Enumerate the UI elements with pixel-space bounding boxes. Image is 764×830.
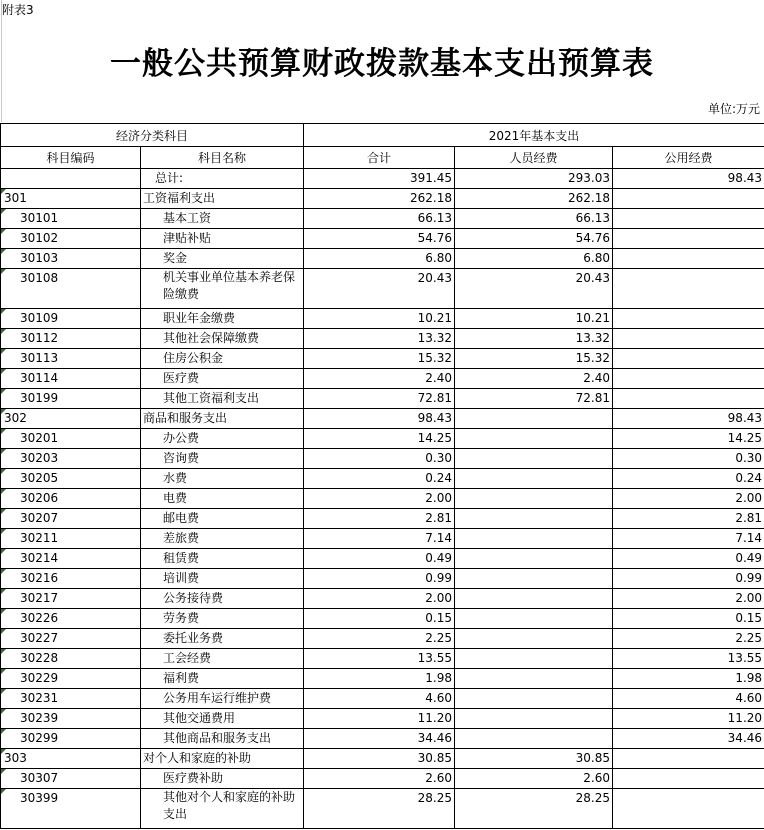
item-total: 262.18 bbox=[304, 189, 455, 209]
item-total: 2.60 bbox=[304, 769, 455, 789]
item-personnel: 10.21 bbox=[455, 309, 613, 329]
item-public bbox=[613, 749, 764, 769]
item-name: 职业年金缴费 bbox=[141, 309, 304, 329]
item-public: 7.14 bbox=[613, 529, 764, 549]
item-code: 30307 bbox=[1, 769, 141, 789]
table-row bbox=[1, 349, 764, 369]
item-public: 0.30 bbox=[613, 449, 764, 469]
table-row bbox=[1, 529, 764, 549]
item-code: 30399 bbox=[1, 789, 141, 829]
item-total: 30.85 bbox=[304, 749, 455, 769]
table-row bbox=[1, 369, 764, 389]
item-public bbox=[613, 769, 764, 789]
total-public: 98.43 bbox=[613, 169, 764, 189]
table-row bbox=[1, 449, 764, 469]
item-code: 30229 bbox=[1, 669, 141, 689]
table-row bbox=[1, 509, 764, 529]
table-row bbox=[1, 569, 764, 589]
table-row bbox=[1, 389, 764, 409]
item-personnel bbox=[455, 589, 613, 609]
header-name: 科目名称 bbox=[141, 147, 304, 169]
table-row bbox=[1, 749, 764, 769]
item-personnel bbox=[455, 429, 613, 449]
item-personnel: 2.40 bbox=[455, 369, 613, 389]
item-personnel: 2.60 bbox=[455, 769, 613, 789]
item-name: 邮电费 bbox=[141, 509, 304, 529]
item-code: 30103 bbox=[1, 249, 141, 269]
item-total: 11.20 bbox=[304, 709, 455, 729]
item-name: 电费 bbox=[141, 489, 304, 509]
item-total: 2.25 bbox=[304, 629, 455, 649]
table-row bbox=[1, 689, 764, 709]
item-total: 2.00 bbox=[304, 589, 455, 609]
item-personnel bbox=[455, 449, 613, 469]
table-row bbox=[1, 709, 764, 729]
item-public: 13.55 bbox=[613, 649, 764, 669]
header-public: 公用经费 bbox=[613, 147, 764, 169]
item-total: 54.76 bbox=[304, 229, 455, 249]
item-public: 14.25 bbox=[613, 429, 764, 449]
item-personnel bbox=[455, 649, 613, 669]
header-basic-expenditure: 2021年基本支出 bbox=[304, 124, 764, 147]
appendix-label: 附表3 bbox=[2, 3, 34, 17]
header-economic-category: 经济分类科目 bbox=[1, 124, 304, 147]
item-total: 14.25 bbox=[304, 429, 455, 449]
item-personnel bbox=[455, 409, 613, 429]
table-row bbox=[1, 209, 764, 229]
item-total: 2.81 bbox=[304, 509, 455, 529]
table-row bbox=[1, 189, 764, 209]
table-row bbox=[1, 649, 764, 669]
item-public bbox=[613, 229, 764, 249]
item-public bbox=[613, 789, 764, 829]
item-personnel: 13.32 bbox=[455, 329, 613, 349]
table-row bbox=[1, 789, 764, 829]
total-label: 总计: bbox=[141, 169, 304, 189]
total-code-cell bbox=[1, 169, 141, 189]
item-name: 公务用车运行维护费 bbox=[141, 689, 304, 709]
table-row bbox=[1, 309, 764, 329]
item-public: 0.15 bbox=[613, 609, 764, 629]
table-row bbox=[1, 429, 764, 449]
item-name: 培训费 bbox=[141, 569, 304, 589]
item-name: 咨询费 bbox=[141, 449, 304, 469]
item-total: 13.55 bbox=[304, 649, 455, 669]
item-name: 奖金 bbox=[141, 249, 304, 269]
item-personnel bbox=[455, 609, 613, 629]
item-public bbox=[613, 329, 764, 349]
item-total: 0.49 bbox=[304, 549, 455, 569]
item-code: 30112 bbox=[1, 329, 141, 349]
item-personnel bbox=[455, 729, 613, 749]
item-name: 公务接待费 bbox=[141, 589, 304, 609]
item-total: 0.15 bbox=[304, 609, 455, 629]
item-name: 水费 bbox=[141, 469, 304, 489]
item-public: 1.98 bbox=[613, 669, 764, 689]
item-name: 医疗费补助 bbox=[141, 769, 304, 789]
item-code: 30216 bbox=[1, 569, 141, 589]
item-code: 30227 bbox=[1, 629, 141, 649]
item-public: 2.25 bbox=[613, 629, 764, 649]
item-code: 301 bbox=[1, 189, 141, 209]
item-code: 30108 bbox=[1, 269, 141, 309]
total-sum: 391.45 bbox=[304, 169, 455, 189]
item-public bbox=[613, 249, 764, 269]
item-public bbox=[613, 349, 764, 369]
item-total: 66.13 bbox=[304, 209, 455, 229]
item-name: 工资福利支出 bbox=[141, 189, 304, 209]
item-name: 机关事业单位基本养老保险缴费 bbox=[141, 269, 304, 309]
item-personnel: 28.25 bbox=[455, 789, 613, 829]
item-public: 34.46 bbox=[613, 729, 764, 749]
item-name: 委托业务费 bbox=[141, 629, 304, 649]
item-personnel bbox=[455, 709, 613, 729]
item-personnel: 20.43 bbox=[455, 269, 613, 309]
item-name: 办公费 bbox=[141, 429, 304, 449]
table-row bbox=[1, 729, 764, 749]
item-public: 2.81 bbox=[613, 509, 764, 529]
item-personnel: 15.32 bbox=[455, 349, 613, 369]
item-total: 0.99 bbox=[304, 569, 455, 589]
budget-table bbox=[0, 123, 764, 829]
table-row bbox=[1, 409, 764, 429]
table-row bbox=[1, 249, 764, 269]
item-total: 0.24 bbox=[304, 469, 455, 489]
item-total: 72.81 bbox=[304, 389, 455, 409]
item-personnel bbox=[455, 489, 613, 509]
item-name: 其他对个人和家庭的补助支出 bbox=[141, 789, 304, 829]
item-code: 30113 bbox=[1, 349, 141, 369]
header-group-row bbox=[1, 124, 764, 147]
item-personnel bbox=[455, 569, 613, 589]
item-public bbox=[613, 269, 764, 309]
item-code: 30211 bbox=[1, 529, 141, 549]
table-row bbox=[1, 269, 764, 309]
item-personnel bbox=[455, 669, 613, 689]
item-code: 30217 bbox=[1, 589, 141, 609]
table-row bbox=[1, 489, 764, 509]
item-name: 住房公积金 bbox=[141, 349, 304, 369]
item-code: 30114 bbox=[1, 369, 141, 389]
item-code: 30205 bbox=[1, 469, 141, 489]
item-code: 30207 bbox=[1, 509, 141, 529]
item-code: 303 bbox=[1, 749, 141, 769]
item-personnel: 72.81 bbox=[455, 389, 613, 409]
item-total: 34.46 bbox=[304, 729, 455, 749]
item-personnel bbox=[455, 549, 613, 569]
item-code: 30214 bbox=[1, 549, 141, 569]
table-row bbox=[1, 769, 764, 789]
item-total: 2.40 bbox=[304, 369, 455, 389]
item-code: 30299 bbox=[1, 729, 141, 749]
item-total: 6.80 bbox=[304, 249, 455, 269]
item-name: 其他商品和服务支出 bbox=[141, 729, 304, 749]
item-public bbox=[613, 309, 764, 329]
item-code: 30201 bbox=[1, 429, 141, 449]
item-public: 11.20 bbox=[613, 709, 764, 729]
item-public bbox=[613, 189, 764, 209]
item-public: 0.49 bbox=[613, 549, 764, 569]
item-name: 工会经费 bbox=[141, 649, 304, 669]
item-public: 2.00 bbox=[613, 589, 764, 609]
item-total: 98.43 bbox=[304, 409, 455, 429]
item-code: 30228 bbox=[1, 649, 141, 669]
item-public: 0.99 bbox=[613, 569, 764, 589]
item-total: 4.60 bbox=[304, 689, 455, 709]
item-name: 基本工资 bbox=[141, 209, 304, 229]
item-code: 30102 bbox=[1, 229, 141, 249]
item-public: 2.00 bbox=[613, 489, 764, 509]
item-total: 7.14 bbox=[304, 529, 455, 549]
item-personnel: 6.80 bbox=[455, 249, 613, 269]
item-public bbox=[613, 369, 764, 389]
item-total: 10.21 bbox=[304, 309, 455, 329]
item-public: 0.24 bbox=[613, 469, 764, 489]
total-row bbox=[1, 169, 764, 189]
item-code: 30199 bbox=[1, 389, 141, 409]
item-name: 其他社会保障缴费 bbox=[141, 329, 304, 349]
item-total: 13.32 bbox=[304, 329, 455, 349]
item-personnel: 30.85 bbox=[455, 749, 613, 769]
item-code: 30239 bbox=[1, 709, 141, 729]
item-name: 津贴补贴 bbox=[141, 229, 304, 249]
item-code: 30231 bbox=[1, 689, 141, 709]
table-row bbox=[1, 229, 764, 249]
item-public: 98.43 bbox=[613, 409, 764, 429]
item-total: 2.00 bbox=[304, 489, 455, 509]
item-personnel bbox=[455, 529, 613, 549]
table-row bbox=[1, 469, 764, 489]
item-code: 30101 bbox=[1, 209, 141, 229]
item-personnel: 54.76 bbox=[455, 229, 613, 249]
item-total: 1.98 bbox=[304, 669, 455, 689]
table-row bbox=[1, 629, 764, 649]
item-personnel: 262.18 bbox=[455, 189, 613, 209]
table-row bbox=[1, 609, 764, 629]
page-title: 一般公共预算财政拨款基本支出预算表 bbox=[110, 46, 654, 82]
item-name: 医疗费 bbox=[141, 369, 304, 389]
header-code: 科目编码 bbox=[1, 147, 141, 169]
table-row bbox=[1, 549, 764, 569]
item-name: 其他交通费用 bbox=[141, 709, 304, 729]
item-name: 其他工资福利支出 bbox=[141, 389, 304, 409]
item-code: 30203 bbox=[1, 449, 141, 469]
item-name: 劳务费 bbox=[141, 609, 304, 629]
table-row bbox=[1, 589, 764, 609]
header-total: 合计 bbox=[304, 147, 455, 169]
total-personnel: 293.03 bbox=[455, 169, 613, 189]
item-public: 4.60 bbox=[613, 689, 764, 709]
header-column-row bbox=[1, 147, 764, 169]
item-personnel bbox=[455, 469, 613, 489]
table-row bbox=[1, 669, 764, 689]
item-name: 差旅费 bbox=[141, 529, 304, 549]
item-personnel: 66.13 bbox=[455, 209, 613, 229]
item-name: 福利费 bbox=[141, 669, 304, 689]
item-public bbox=[613, 209, 764, 229]
item-name: 租赁费 bbox=[141, 549, 304, 569]
item-total: 0.30 bbox=[304, 449, 455, 469]
unit-label: 单位:万元 bbox=[707, 102, 760, 116]
item-total: 20.43 bbox=[304, 269, 455, 309]
item-personnel bbox=[455, 629, 613, 649]
table-row bbox=[1, 329, 764, 349]
item-total: 28.25 bbox=[304, 789, 455, 829]
item-name: 商品和服务支出 bbox=[141, 409, 304, 429]
item-name: 对个人和家庭的补助 bbox=[141, 749, 304, 769]
item-total: 15.32 bbox=[304, 349, 455, 369]
item-code: 30226 bbox=[1, 609, 141, 629]
item-personnel bbox=[455, 509, 613, 529]
header-personnel: 人员经费 bbox=[455, 147, 613, 169]
item-code: 30109 bbox=[1, 309, 141, 329]
item-personnel bbox=[455, 689, 613, 709]
item-public bbox=[613, 389, 764, 409]
item-code: 30206 bbox=[1, 489, 141, 509]
item-code: 302 bbox=[1, 409, 141, 429]
